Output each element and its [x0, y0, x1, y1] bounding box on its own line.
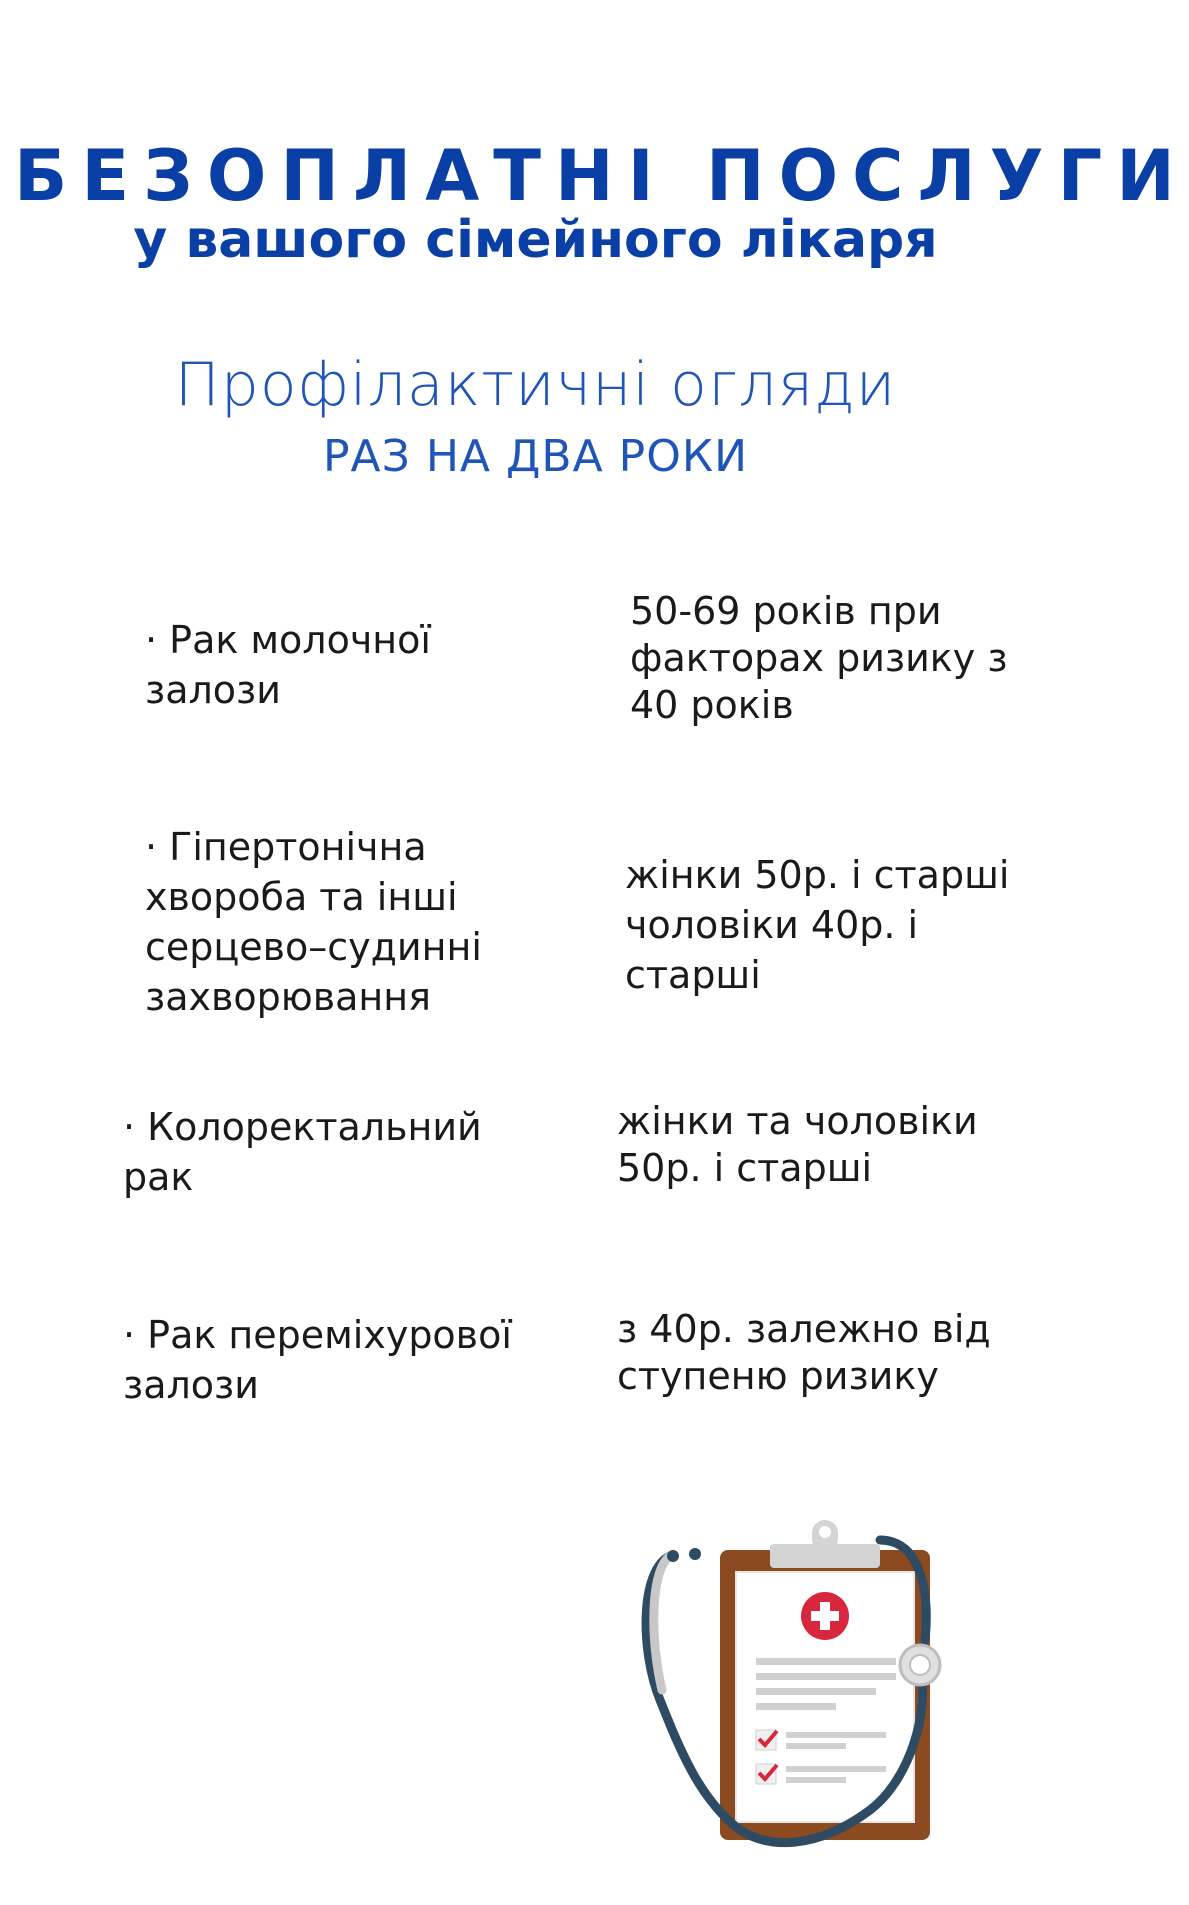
screening-eligibility: жінки та чоловіки 50р. і старші — [617, 1099, 978, 1190]
screening-eligibility: жінки 50р. і старші чоловіки 40р. і старші — [625, 853, 1010, 997]
screening-condition: · Колоректальний рак — [123, 1105, 482, 1199]
section-title: Профілактичні огляди — [174, 350, 897, 420]
clipboard-stethoscope-illustration — [640, 1510, 940, 1850]
screening-eligibility: з 40р. залежно від ступеню ризику — [617, 1307, 991, 1398]
screening-condition: · Рак переміхурової залози — [123, 1313, 512, 1407]
screening-condition: · Гіпертонічна хвороба та інші серцево–судинні захворювання — [145, 825, 482, 1019]
screening-eligibility: 50-69 років при факторах ризику з 40 років — [630, 589, 1008, 727]
page-title: БЕЗОПЛАТНІ ПОСЛУГИ — [14, 135, 1189, 217]
section-frequency: РАЗ НА ДВА РОКИ — [323, 431, 748, 482]
screening-condition: · Рак молочної залози — [145, 618, 431, 712]
page-subtitle: у вашого сімейного лікаря — [133, 210, 938, 270]
